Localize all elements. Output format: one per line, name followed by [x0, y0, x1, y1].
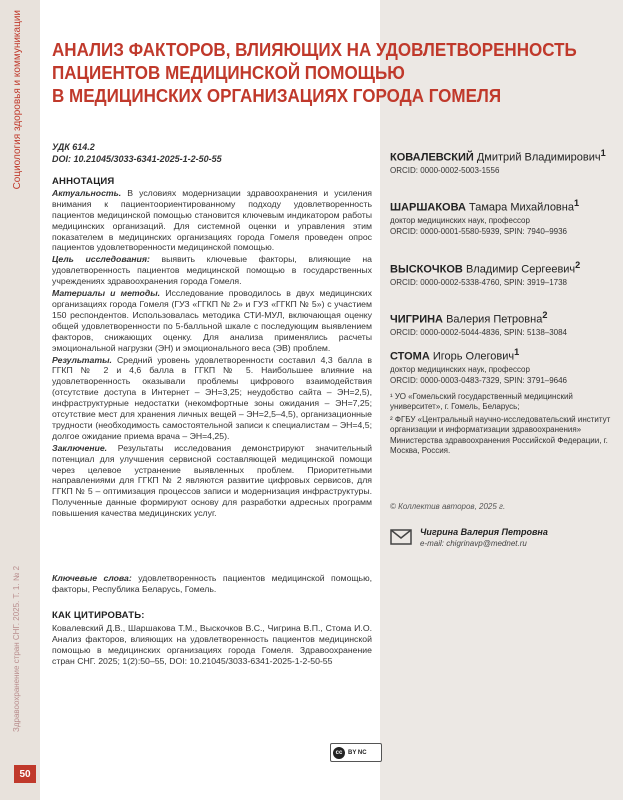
relevance-label: Актуальность.	[52, 187, 122, 198]
abstract-relevance	[52, 188, 372, 253]
envelope-icon	[390, 529, 412, 545]
copyright: © Коллектив авторов, 2025 г.	[390, 502, 506, 511]
citation	[52, 611, 372, 667]
author-degree: доктор медицинских наук, профессор	[390, 364, 530, 374]
doi: DOI: 10.21045/3033-6341-2025-1-2-50-55	[52, 154, 222, 164]
abstract	[52, 177, 372, 520]
conclusion-text: Результаты исследования демонстрируют значительный потенциал для улучшения сервисной составляющей медицинской помощи через целевое устранение выявленных проблем. Приоритетными направлениями для ГГКП № 2 являются развитие цифровых сервисов, для ГГКП № 5 – оптимизация процессов записи и модернизация инфраструктуры. Полученные данные формируют основу для разработки адресных программ повышения качества медицинских услуг.	[52, 442, 372, 519]
udk-block	[52, 141, 372, 165]
author-4	[390, 309, 615, 338]
citation-text: Ковалевский Д.В., Шаршакова Т.М., Выскочков В.С., Чигрина В.П., Стома И.О. Анализ факторов, влияющих на удовлетворенность пациентов медицинской помощью в медицинских организациях города Гомеля. Здравоохранение стран СНГ. 2025; 1(2):50–55, DOI: 10.21045/3033-6341-2025-1-2-50-55	[52, 622, 372, 666]
affiliation-1: ¹ УО «Гомельский государственный медицинский университет», г. Гомель, Беларусь;	[390, 392, 573, 412]
cc-license-badge[interactable]	[330, 743, 382, 762]
methods-text: Исследование проводилось в двух медицинских организациях города Гомеля (ГУЗ «ГГКП № 2» и ГУЗ «ГГКП № 5») с участием 150 респондентов. Использовалась методика СТИ-МУЛ, включающая оценку общей удовлетворенности по 5-балльной шкале с последующим выявлением факторов, снижающих оценку. Для анализа применялись расчеты эмоциональной нагрузки (ЭН) и эмоционального веса (ЭВ) проблем.	[52, 288, 372, 353]
abstract-conclusion	[52, 443, 372, 519]
title-line-1: АНАЛИЗ ФАКТОРОВ, ВЛИЯЮЩИХ НА УДОВЛЕТВОРЕННОСТЬ	[52, 39, 577, 60]
contact-name: Чигрина Валерия Петровна	[420, 527, 548, 537]
aim-text: выявить ключевые факторы, влияющие на удовлетворенность пациентов медицинской помощью в государственных учреждениях здравоохранения города Гомеля.	[52, 254, 373, 287]
relevance-text: В условиях модернизации здравоохранения и усиления внимания к пациентоориентированному подходу удовлетворенность пациентов медицинской помощью становится ключевым индикатором работы медицинских организаций. Для системной оценки и управления этим показателем в медицинских организациях города Гомеля проведен опрос пациентов удовлетворенности медицинской помощью.	[52, 187, 372, 253]
article-title	[52, 38, 577, 107]
abstract-methods	[52, 288, 372, 353]
abstract-aim	[52, 254, 372, 287]
author-name: ВЫСКОЧКОВ Владимир Сергеевич$^2$	[390, 260, 581, 276]
section-rubric: Социология здоровья и коммуникации	[12, 10, 23, 190]
results-text: Средний уровень удовлетворенности составил 4,3 балла в ГГКП № 2 и 4,6 балла в ГГКП № 5. Наибольшее влияние на удовлетворенность оказывали проблемы цифрового взаимодействия (отсутствие доступа в Интернет – ЭН=3,25; неудобство сайта – ЭН=2,5), инфраструктурные недостатки (некомфортные зоны ожидания – ЭН=7,25; отсутствие мест для хранения личных вещей – ЭН=2,5–4,5), организационные трудности (необходимость самостоятельной записи к специалистам – ЭН=4,5; долгое ожидание приема врача – ЭН=4,25).	[52, 354, 372, 441]
aim-label: Цель исследования:	[52, 254, 150, 265]
methods-label: Материалы и методы.	[52, 288, 161, 299]
journal-reference: Здравоохранение стран СНГ. 2025. Т. 1. № 2	[12, 565, 21, 732]
affiliations	[390, 392, 612, 458]
author-3	[390, 259, 615, 288]
citation-heading: КАК ЦИТИРОВАТЬ:	[52, 610, 145, 621]
author-ids: ORCID: 0000-0003-0483-7329, SPIN: 3791–9646	[390, 376, 568, 386]
results-label: Результаты.	[52, 354, 112, 365]
title-line-2: ПАЦИЕНТОВ МЕДИЦИНСКОЙ ПОМОЩЬЮ	[52, 62, 405, 83]
author-name: ЧИГРИНА Валерия Петровна$^2$	[390, 310, 548, 326]
author-name: ШАРШАКОВА Тамара Михайловна$^1$	[390, 198, 580, 214]
abstract-results	[52, 355, 372, 442]
cc-terms: BY NC	[348, 749, 367, 756]
author-name: СТОМА Игорь Олегович$^1$	[390, 347, 520, 363]
affiliation-2: ² ФГБУ «Центральный научно-исследовательский институт организации и информатизации здравоохранения» Министерства здравоохранения Российской Федерации, г. Москва, Россия.	[390, 414, 611, 456]
udk: УДК 614.2	[52, 142, 95, 152]
conclusion-label: Заключение.	[52, 442, 108, 453]
title-line-3: В МЕДИЦИНСКИХ ОРГАНИЗАЦИЯХ ГОРОДА ГОМЕЛЯ	[52, 85, 502, 106]
author-5	[390, 346, 615, 387]
author-1	[390, 147, 615, 176]
author-degree: доктор медицинских наук, профессор	[390, 215, 530, 225]
author-ids: ORCID: 0000-0002-5003-1556	[390, 165, 500, 175]
cc-icon: cc	[333, 747, 345, 759]
author-name: КОВАЛЕВСКИЙ Дмитрий Владимирович$^1$	[390, 148, 606, 164]
contact-email[interactable]: e-mail: chigrinavp@mednet.ru	[420, 539, 527, 548]
keywords-text: удовлетворенность пациентов медицинской помощью, факторы, Республика Беларусь, Гомель.	[52, 573, 372, 594]
author-ids: ORCID: 0000-0002-5338-4760, SPIN: 3919–1738	[390, 277, 568, 287]
author-ids: ORCID: 0000-0002-5044-4836, SPIN: 5138–3084	[390, 327, 568, 337]
abstract-heading: АННОТАЦИЯ	[52, 176, 115, 187]
author-2	[390, 197, 615, 238]
page-number: 50	[14, 765, 36, 783]
keywords-label: Ключевые слова:	[52, 573, 132, 583]
author-ids: ORCID: 0000-0001-5580-5939, SPIN: 7940–9936	[390, 227, 568, 237]
keywords	[52, 573, 372, 595]
